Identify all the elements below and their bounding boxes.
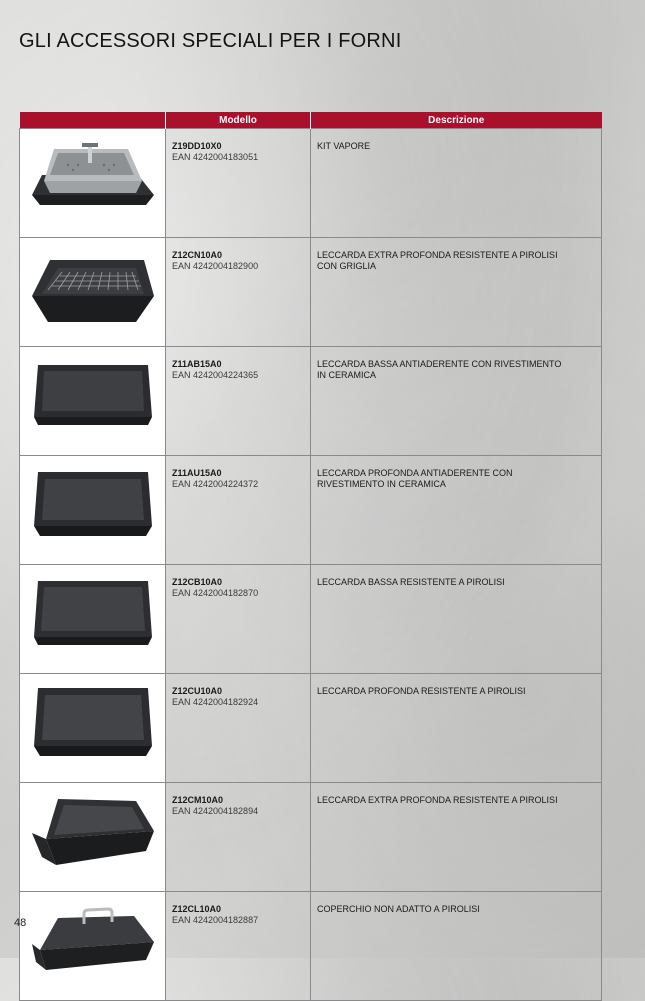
description-text: LECCARDA EXTRA PROFONDA RESISTENTE A PIROLISI CON GRIGLIA: [317, 250, 558, 271]
description-text: LECCARDA EXTRA PROFONDA RESISTENTE A PIROLISI: [317, 795, 558, 805]
description-cell: [311, 892, 602, 1001]
description-text: KIT VAPORE: [317, 141, 371, 151]
model-code: Z12CL10A0: [172, 904, 222, 914]
description-text: LECCARDA PROFONDA ANTIADERENTE CON RIVESTIMENTO IN CERAMICA: [317, 468, 513, 489]
model-code: Z11AU15A0: [172, 468, 222, 478]
ean-code: EAN 4242004224365: [172, 370, 259, 380]
product-image-cell: [20, 129, 166, 238]
ean-code: EAN 4242004182924: [172, 697, 259, 707]
model-cell: [166, 347, 311, 456]
deep-tray-with-grid-icon: [28, 244, 158, 328]
table-row: [20, 674, 602, 783]
flat-tray-icon: [28, 571, 158, 655]
product-image-cell: [20, 456, 166, 565]
product-image-cell: [20, 238, 166, 347]
ean-code: EAN 4242004182887: [172, 915, 259, 925]
ean-code: EAN 4242004182900: [172, 261, 259, 271]
steamer-kit-icon: [28, 135, 158, 219]
description-text: LECCARDA BASSA RESISTENTE A PIROLISI: [317, 577, 505, 587]
description-cell: [311, 238, 602, 347]
page-number: 48: [14, 917, 27, 929]
table-row: [20, 892, 602, 1001]
model-cell: [166, 565, 311, 674]
extra-deep-tray-icon: [28, 789, 158, 873]
model-cell: [166, 674, 311, 783]
description-cell: [311, 456, 602, 565]
deep-tray-icon: [28, 462, 158, 546]
ean-code: EAN 4242004183051: [172, 152, 259, 162]
product-image-cell: [20, 347, 166, 456]
page-title: GLI ACCESSORI SPECIALI PER I FORNI: [19, 30, 402, 52]
model-cell: [166, 238, 311, 347]
model-cell: [166, 783, 311, 892]
model-cell: [166, 892, 311, 1001]
header-description: Descrizione: [311, 112, 602, 129]
ean-code: EAN 4242004224372: [172, 479, 259, 489]
description-cell: [311, 565, 602, 674]
header-model: Modello: [166, 112, 311, 129]
header-image: [20, 112, 166, 129]
model-code: Z12CU10A0: [172, 686, 223, 696]
description-text: COPERCHIO NON ADATTO A PIROLISI: [317, 904, 480, 914]
model-cell: [166, 129, 311, 238]
model-code: Z12CB10A0: [172, 577, 223, 587]
table-row: [20, 129, 602, 238]
product-image-cell: [20, 892, 166, 1001]
ean-code: EAN 4242004182894: [172, 806, 259, 816]
lid-icon: [28, 898, 158, 982]
ean-code: EAN 4242004182870: [172, 588, 259, 598]
accessories-table: [19, 112, 602, 1001]
flat-tray-icon: [28, 353, 158, 437]
description-cell: [311, 129, 602, 238]
model-code: Z12CM10A0: [172, 795, 224, 805]
product-image-cell: [20, 565, 166, 674]
product-image-cell: [20, 674, 166, 783]
product-image-cell: [20, 783, 166, 892]
description-text: LECCARDA BASSA ANTIADERENTE CON RIVESTIMENTO IN CERAMICA: [317, 359, 562, 380]
deep-tray-icon: [28, 680, 158, 764]
model-cell: [166, 456, 311, 565]
description-cell: [311, 783, 602, 892]
table-row: [20, 783, 602, 892]
table-row: [20, 238, 602, 347]
model-code: Z19DD10X0: [172, 141, 222, 151]
description-text: LECCARDA PROFONDA RESISTENTE A PIROLISI: [317, 686, 526, 696]
table-row: [20, 565, 602, 674]
table-header-row: [20, 112, 602, 129]
description-cell: [311, 347, 602, 456]
table-row: [20, 456, 602, 565]
model-code: Z11AB15A0: [172, 359, 222, 369]
description-cell: [311, 674, 602, 783]
model-code: Z12CN10A0: [172, 250, 223, 260]
table-row: [20, 347, 602, 456]
